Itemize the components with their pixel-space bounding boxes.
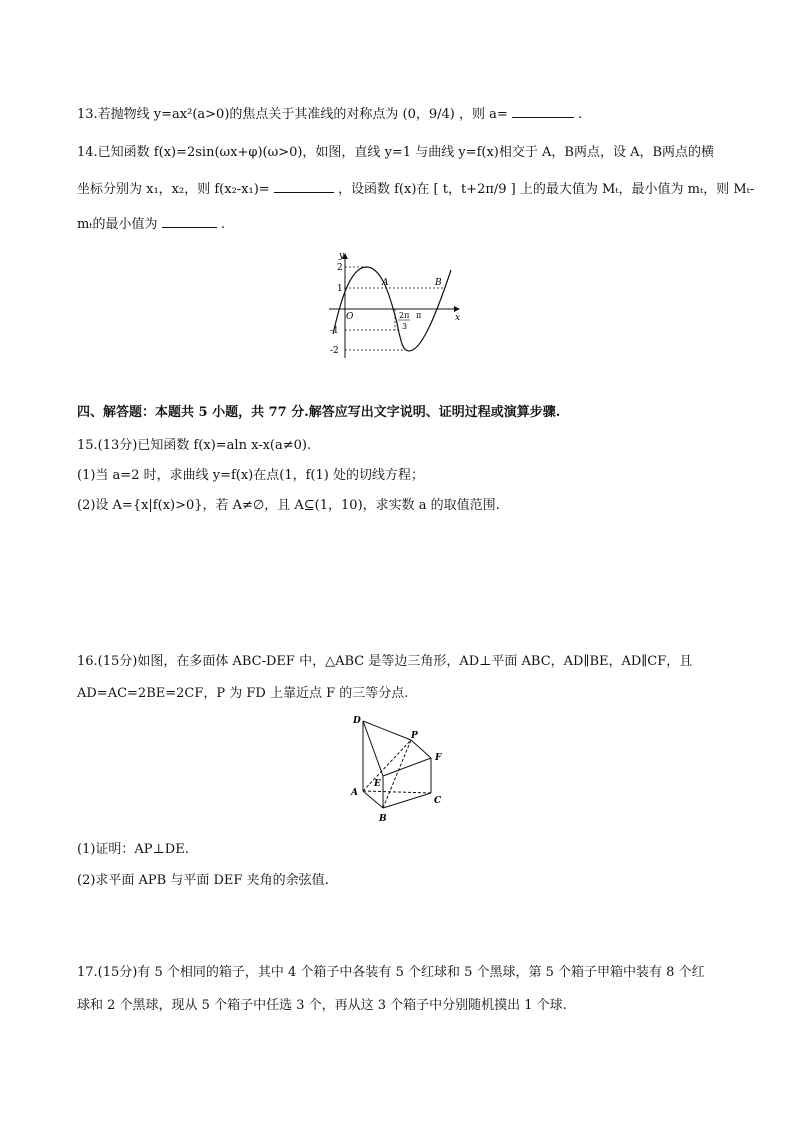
graph-x-label: x xyxy=(455,313,461,323)
question-15-part-2: (2)设 A={x|f(x)>0}，若 A≠∅，且 A⊆(1，10)，求实数 a 的取值范围. xyxy=(77,498,500,513)
question-14-line-1: 14.已知函数 f(x)=2sin(ωx+φ)(ω>0)，如图，直线 y=1 与曲线 y=f(x)相交于 A，B两点，设 A，B两点的横 xyxy=(77,145,715,160)
tick-minus-2: -2 xyxy=(330,346,339,356)
vertex-p-label: P xyxy=(411,731,418,741)
question-16-stem-1: 16.(15分)如图，在多面体 ABC-DEF 中，△ABC 是等边三角形，AD⊥平面 ABC，AD∥BE，AD∥CF，且 xyxy=(77,654,693,669)
q14-line3-a: mₜ的最小值为 xyxy=(77,217,158,232)
q14-answer-blank-1[interactable] xyxy=(274,180,334,193)
vertex-e-label: E xyxy=(374,779,381,789)
question-16-stem-2: AD=AC=2BE=2CF，P 为 FD 上靠近点 F 的三等分点. xyxy=(77,686,409,701)
tick-minus-1: -1 xyxy=(330,326,339,336)
tick-2pi-numerator: 2π xyxy=(399,311,410,320)
question-16-part-1: (1)证明：AP⊥DE. xyxy=(77,842,189,857)
q13-text-c: . xyxy=(578,107,583,122)
q16-polyhedron-figure xyxy=(345,713,455,828)
question-17-line-1: 17.(15分)有 5 个相同的箱子，其中 4 个箱子中各装有 5 个红球和 5 个黑球，第 5 个箱子甲箱中装有 8 个红 xyxy=(77,965,705,980)
tick-pi: π xyxy=(416,311,422,320)
question-15-stem: 15.(13分)已知函数 f(x)=aln x-x(a≠0). xyxy=(77,438,312,453)
q14-line3-b: . xyxy=(220,217,225,232)
q14-sine-graph xyxy=(325,248,465,363)
question-16-part-2: (2)求平面 APB 与平面 DEF 夹角的余弦值. xyxy=(77,873,329,888)
vertex-b-label: B xyxy=(379,814,387,824)
section-4-title: 四、解答题：本题共 5 小题，共 77 分.解答应写出文字说明、证明过程或演算步骤. xyxy=(77,405,561,420)
question-13 xyxy=(77,105,734,125)
vertex-f-label: F xyxy=(435,753,442,763)
q13-answer-blank[interactable] xyxy=(512,105,574,118)
tick-2: 2 xyxy=(337,263,343,273)
q13-text-b: ，则 a= xyxy=(459,107,508,122)
tick-1: 1 xyxy=(337,284,343,294)
vertex-a-label: A xyxy=(351,788,358,798)
graph-y-label: y xyxy=(339,251,345,261)
vertex-d-label: D xyxy=(353,716,361,726)
question-14-line-2 xyxy=(77,180,755,200)
question-14-line-3 xyxy=(77,215,734,235)
q14-line2-b: ，设函数 f(x)在 xyxy=(337,182,430,197)
q13-text-a: 13.若抛物线 y=ax²(a>0)的焦点关于其准线的对称点为 xyxy=(77,107,399,122)
q14-answer-blank-2[interactable] xyxy=(162,215,217,228)
point-b-label: B xyxy=(435,278,442,288)
q14-line2-a: 坐标分别为 x₁，x₂，则 f(x₂-x₁)= xyxy=(77,182,270,197)
tick-2pi-denominator: 3 xyxy=(402,322,408,331)
q14-line2-c: 上的最大值为 Mₜ，最小值为 mₜ，则 Mₜ- xyxy=(519,182,755,197)
question-17-line-2: 球和 2 个黑球，现从 5 个箱子中任选 3 个，再从这 3 个箱子中分别随机摸出 1 个球. xyxy=(77,998,567,1013)
q14-interval: [ t，t+2π/9 ] xyxy=(433,182,516,197)
question-15-part-1: (1)当 a=2 时，求曲线 y=f(x)在点(1，f(1) 处的切线方程； xyxy=(77,468,424,483)
graph-origin-label: O xyxy=(346,312,354,322)
vertex-c-label: C xyxy=(434,796,442,806)
point-a-label: A xyxy=(382,278,389,288)
q13-point: (0，9/4) xyxy=(402,107,455,122)
